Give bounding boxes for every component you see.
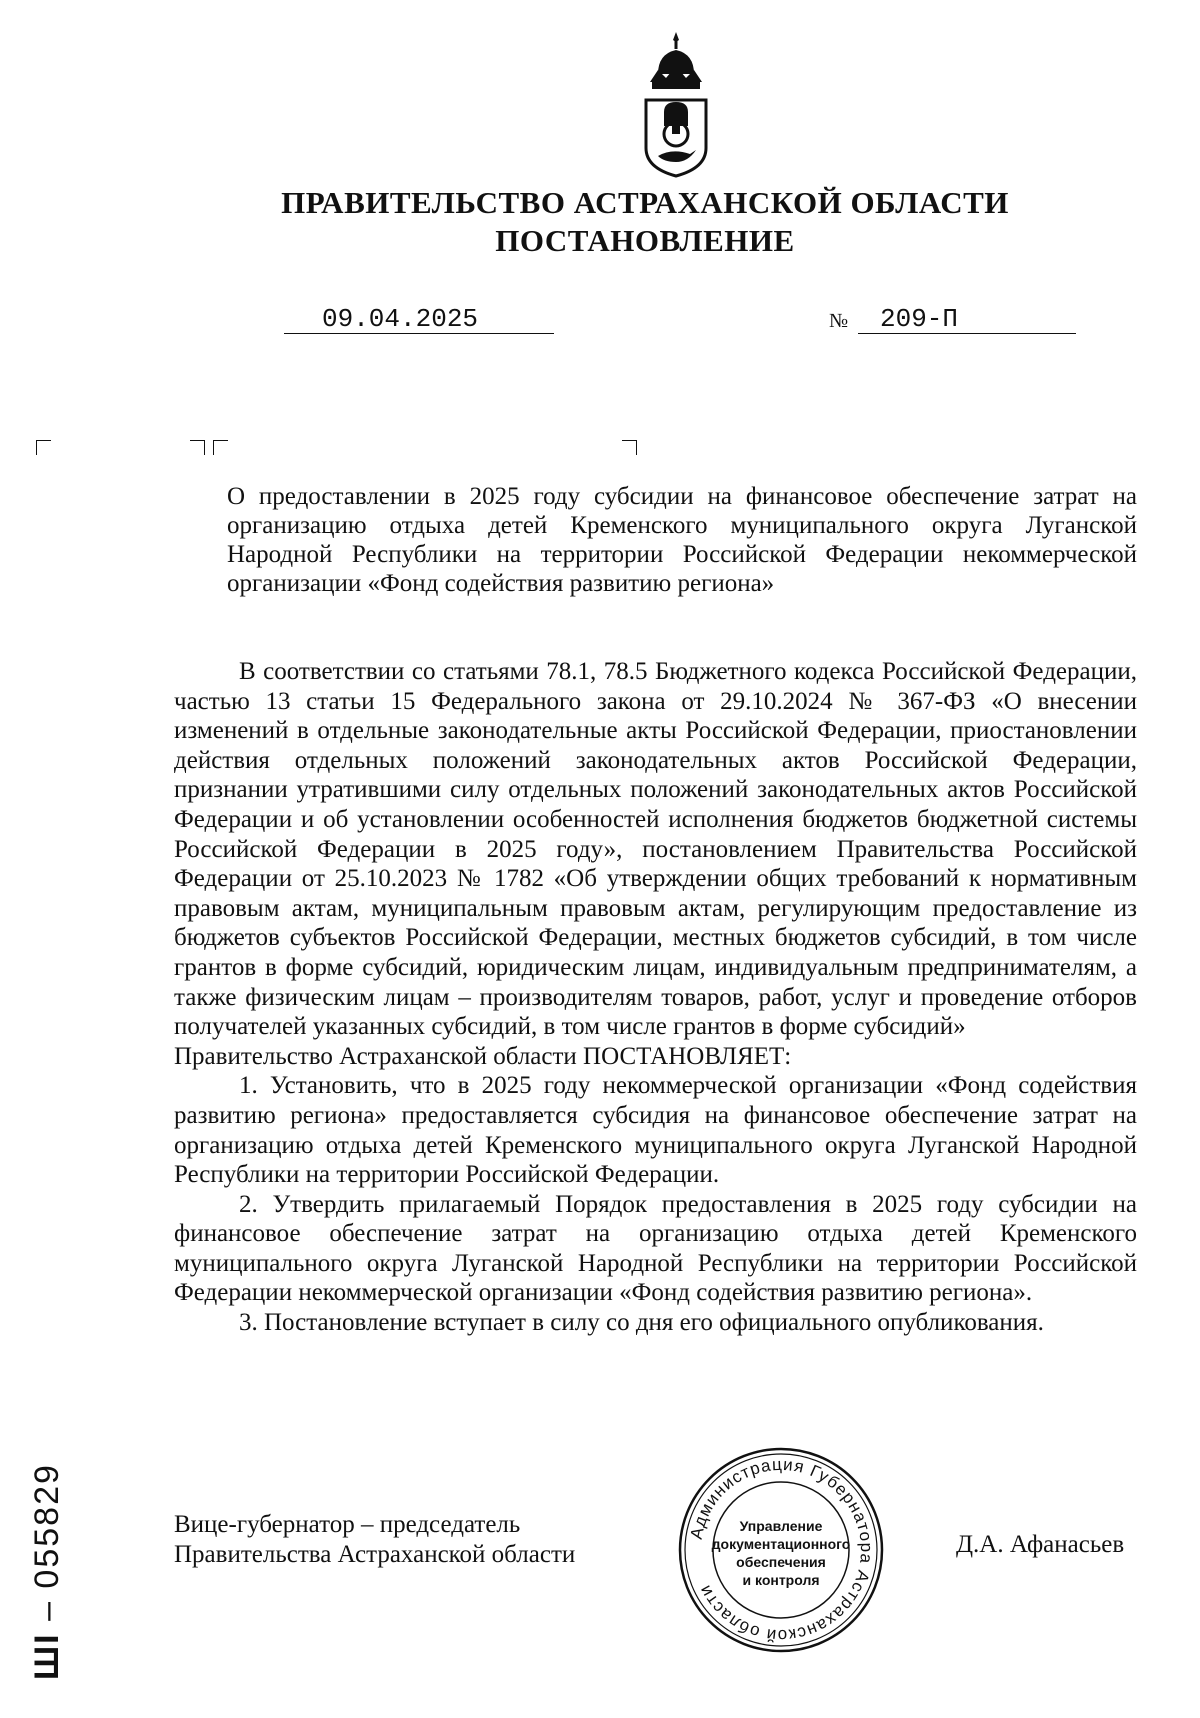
stamp-center-line-3: обеспечения (736, 1554, 826, 1570)
preamble-paragraph: В соответствии со статьями 78.1, 78.5 Бюджетного кодекса Российской Федерации, частью 13 статьи 15 Федерального закона от 29.10.2024 № 367-ФЗ «О внесении изменений в отдельные законодательные акты Российской Федерации, приостановлении действия отдельных положений законодательных актов Российской Федерации, признании утратившими силу отдельных положений законодательных актов Российской Федерации и об установлении особенностей исполнения бюджетов бюджетной системы Российской Федерации в 2025 году», постановлением Правительства Российской Федерации от 25.10.2023 № 1782 «Об утверждении общих требований к нормативным правовым актам, муниципальным правовым актам, регулирующим предоставление из бюджетов субъектов Российской Федерации, местных бюджетов субсидий, в том числе грантов в форме субсидий, юридическим лицам, индивидуальным предпринимателям, а также физическим лицам – производителям товаров, работ, услуг и проведение отборов получателей указанных субсидий, в том числе грантов в форме субсидий» (174, 658, 1137, 1041)
stamp-center-line-1: Управление (739, 1518, 823, 1534)
serial-series: ШI (28, 1632, 66, 1680)
stamp-center-line-2: документационного (711, 1536, 851, 1552)
corner-mark-top-right-1 (190, 440, 205, 455)
item-paragraph-3: 3. Постановление вступает в силу со дня его официального опубликования. (239, 1309, 1044, 1337)
corner-mark-top-left-2 (213, 440, 228, 455)
resolves-paragraph: Правительство Астраханской области ПОСТАНОВЛЯЕТ: (174, 1042, 792, 1070)
item-paragraph-2: 2. Утвердить прилагаемый Порядок предоставления в 2025 году субсидии на финансовое обеспечение затрат на организацию отдыха детей Кременского муниципального округа Луганской Народной Республики на территории Российской Федерации некоммерческой организации «Фонд содействия развитию региона». (174, 1190, 1137, 1307)
document-body (174, 657, 1137, 1338)
stamp-center-line-4: и контроля (742, 1572, 820, 1588)
serial-number: 055829 (28, 1463, 66, 1589)
document-type-title: ПОСТАНОВЛЕНИЕ (495, 223, 795, 258)
corner-mark-top-right-2 (622, 440, 637, 455)
signatory-position-line-1: Вице-губернатор – председатель (174, 1511, 521, 1538)
government-title: ПРАВИТЕЛЬСТВО АСТРАХАНСКОЙ ОБЛАСТИ (281, 185, 1009, 220)
blank-serial-number (28, 1463, 67, 1680)
document-subject: О предоставлении в 2025 году субсидии на финансовое обеспечение затрат на организацию отдыха детей Кременского муниципального округа Луганской Народной Республики на территории Российской Федерации некоммерческой организации «Фонд содействия развитию региона» (227, 483, 1137, 597)
document-date: 09.04.2025 (284, 305, 554, 334)
corner-mark-top-left (36, 440, 51, 455)
serial-dash: – (28, 1588, 66, 1621)
coat-of-arms-emblem (636, 30, 716, 180)
signatory-position-line-2: Правительства Астраханской области (174, 1541, 576, 1568)
item-paragraph-1: 1. Установить, что в 2025 году некоммерческой организации «Фонд содействия развитию региона» предоставляется субсидия на финансовое обеспечение затрат на организацию отдыха детей Кременского муниципального округа Луганской Народной Республики на территории Российской Федерации. (174, 1072, 1137, 1189)
signatory-name: Д.А. Афанасьев (956, 1531, 1125, 1558)
official-stamp (676, 1445, 886, 1655)
document-number: 209-П (858, 305, 1076, 334)
number-label: № (829, 310, 849, 332)
stamp-ring-text: Администрация Губернатора Астраханской области (686, 1454, 877, 1646)
signatory-position (174, 1510, 575, 1570)
